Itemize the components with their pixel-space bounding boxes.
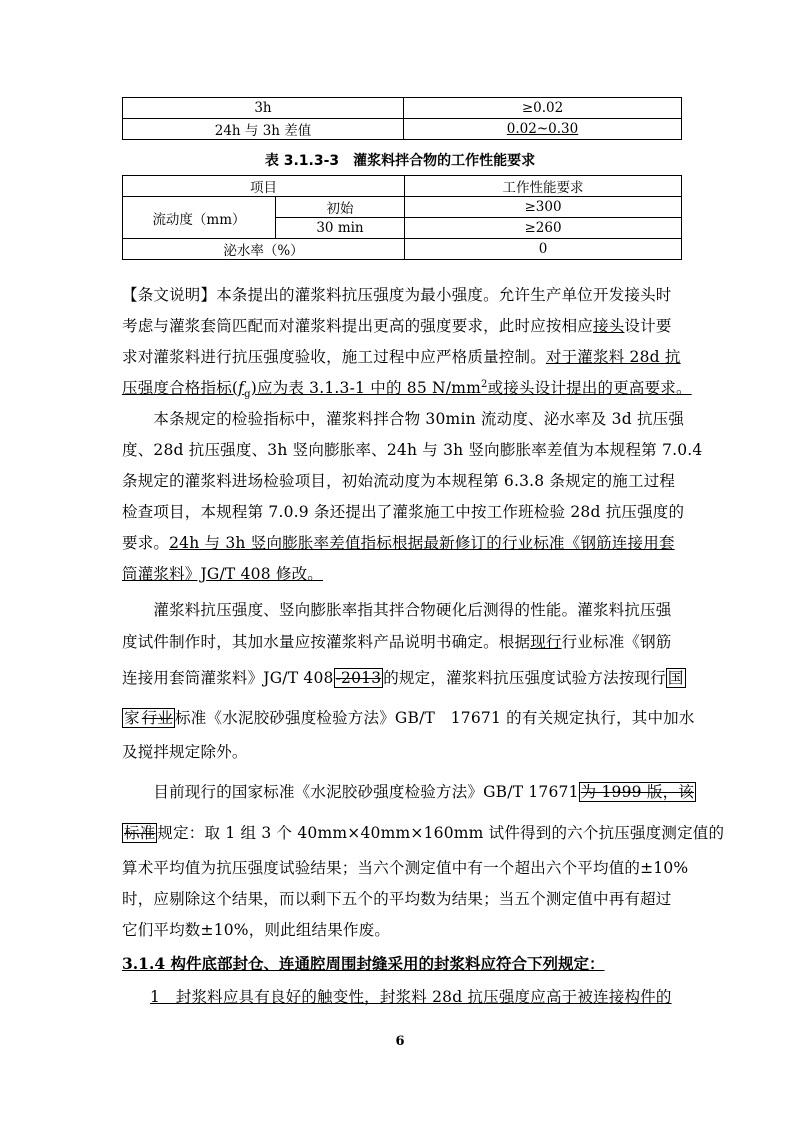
underlined-text: 接头: [593, 317, 625, 335]
text-span: 设计要: [624, 317, 672, 335]
deleted-text: 标准: [124, 824, 156, 842]
text-line: [122, 666, 682, 688]
table-cell: 3h: [123, 98, 404, 119]
text-span: 考虑与灌浆套筒匹配而对灌浆料提出更高的强度要求，此时应按相应: [122, 317, 594, 335]
text-line: 它们平均数±10%，则此组结果作废。: [122, 921, 391, 939]
bleed-value: 0: [405, 239, 682, 260]
text-span: 目前现行的国家标准《水泥胶砂强度检验方法》GB/T 17671: [122, 783, 579, 801]
page-number: 6: [395, 1034, 405, 1049]
table-cell: 24h 与 3h 差值: [123, 119, 404, 140]
deleted-text: 行业: [141, 709, 174, 727]
text-line: [122, 376, 692, 401]
text-line: 灌浆料抗压强度、竖向膨胀率指其拌合物硬化后测得的性能。灌浆料抗压强: [122, 601, 672, 619]
text-span: 标准《水泥胶砂强度检验方法》GB/T 17671 的有关规定执行，其中加水: [175, 709, 695, 727]
text-span: 要求。: [122, 534, 170, 552]
text-span: 的规定，灌浆料抗压强度试验方法按现行: [383, 669, 666, 687]
deleted-text: -2013: [335, 669, 382, 687]
text-line: [122, 821, 725, 843]
header-requirement: 工作性能要求: [405, 176, 682, 197]
min30-value: ≥260: [405, 218, 682, 239]
fg-symbol: f: [238, 379, 245, 397]
section-heading: 3.1.4 构件底部封仓、连通腔周围封缝采用的封浆料应符合下列规定：: [122, 954, 605, 973]
underlined-text: 现行: [530, 633, 562, 651]
text-line: 本条规定的检验指标中，灌浆料拌合物 30min 流动度、泌水率及 3d 抗压强: [122, 410, 685, 428]
text-span: 规定：取 1 组 3 个 40mm×40mm×160mm 试件得到的六个抗压强度测定值的: [157, 824, 725, 842]
underlined-text: 筒灌浆料》JG/T 408 修改。: [122, 565, 323, 583]
text-line: [122, 562, 682, 584]
initial-value: ≥300: [405, 197, 682, 218]
header-item: 项目: [123, 176, 405, 197]
table-cell: ≥0.02: [404, 98, 682, 119]
initial-label: 初始: [276, 197, 405, 218]
table-caption: 表 3.1.3-3 灌浆料拌合物的工作性能要求: [264, 153, 536, 169]
fluidity-label: 流动度（mm）: [123, 197, 276, 239]
underlined-text: 对于灌浆料 28d 抗: [545, 348, 681, 366]
text-line: [122, 314, 682, 336]
text-span: )应为表 3.1.3-1 中的 85 N/mm: [250, 379, 481, 397]
inserted-text: 家: [124, 709, 140, 727]
text-span: 或接头设计提出的更高要求。: [487, 379, 692, 397]
text-line: 条规定的灌浆料进场检验项目，初始流动度为本规程第 6.3.8 条规定的施工过程: [122, 472, 676, 490]
text-span: 压强度合格指标(: [122, 379, 239, 397]
text-line: 及搅拌规定除外。: [122, 743, 248, 761]
text-span: 连接用套筒灌浆料》JG/T 408: [122, 669, 334, 687]
text-line: 检查项目，本规程第 7.0.9 条还提出了灌浆施工中按工作班检验 28d 抗压强度的: [122, 503, 685, 521]
underlined-text: 24h 与 3h 竖向膨胀率差值指标根据最新修订的行业标准《钢筋连接用套: [169, 534, 675, 552]
table-top-continuation: [122, 97, 682, 140]
table-cell: 0.02~0.30: [404, 119, 682, 140]
text-span: 求对灌浆料进行抗压强度验收，施工过程中应严格质量控制。: [122, 348, 546, 366]
inserted-text: 国: [667, 669, 684, 687]
list-item: 1 封浆料应具有良好的触变性，封浆料 28d 抗压强度应高于被连接构件的: [150, 988, 672, 1006]
bleed-label: 泌水率（%）: [123, 239, 405, 260]
text-line: 时，应剔除这个结果，而以剩下五个的平均数为结果；当五个测定值中再有超过: [122, 890, 672, 908]
table-row: [123, 239, 682, 260]
table-row: [123, 197, 682, 218]
superscript: 2: [481, 378, 488, 390]
text-line: [122, 630, 682, 652]
min30-label: 30 min: [276, 218, 405, 239]
text-line: 度、28d 抗压强度、3h 竖向膨胀率、24h 与 3h 竖向膨胀率差值为本规程第 7.0.4: [122, 441, 703, 459]
text-span: 度试件制作时，其加水量应按灌浆料产品说明书确定。根据: [122, 633, 531, 651]
text-line: [122, 345, 682, 367]
text-line: [122, 706, 695, 728]
text-line: [122, 780, 694, 802]
table-row: [123, 119, 682, 140]
text-line: [122, 531, 682, 553]
fg-subscript: g: [244, 389, 251, 401]
text-span: 行业标准《钢筋: [561, 633, 672, 651]
deleted-text: 为 1999 版，该: [580, 783, 694, 801]
table-row: [123, 98, 682, 119]
table-header-row: [123, 176, 682, 197]
text-line: 算术平均值为抗压强度试验结果；当六个测定值中有一个超出六个平均值的±10%: [122, 859, 689, 877]
work-performance-table: [122, 175, 682, 260]
text-line: 【条文说明】本条提出的灌浆料抗压强度为最小强度。允许生产单位开发接头时: [122, 286, 672, 304]
